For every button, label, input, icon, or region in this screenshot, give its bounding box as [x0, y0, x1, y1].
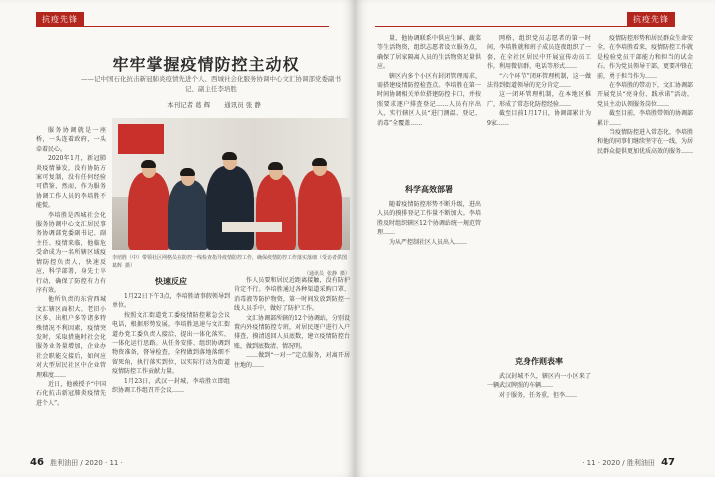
paragraph: 截至目前，李培胜带领的协调部累计……: [597, 110, 693, 127]
magazine-name: · 11 · 2020 / 胜利油田: [582, 459, 655, 467]
paragraph: 近日，他被授予“中国石化抗击新冠肺炎疫情先进个人”。: [36, 380, 106, 407]
paragraph: ……做到“一对一”定点服务，对离开居住地的……: [234, 352, 350, 369]
paragraph: 服务协调就是一座桥，一头连着政府，一头牵着民心。: [36, 127, 106, 153]
article-subtitle: ——记中国石化抗击新冠肺炎疫情先进个人、西城社会化服务协调中心文汇协调部党委副书记、副主任李培胜: [81, 75, 341, 93]
column-2b: [487, 372, 591, 450]
paragraph: 1月22日下午3点，李培胜请事假领导到单位。: [112, 293, 230, 310]
photo-person: [206, 166, 254, 250]
column-2: [487, 34, 591, 352]
article-photo: [112, 118, 350, 250]
paragraph: 截至目前1月17日，协调部累计为9家……: [487, 110, 591, 127]
column-1: [377, 34, 481, 180]
paragraph: 作人员要和居民近距离接触，没有防护肯定不行。李培胜通过各种渠道采购口罩、消毒液等防护物资，第一时间发放到防控一线人员手中，做好了防护工作。: [234, 277, 350, 313]
page-number: 47: [661, 457, 675, 468]
right-column: [234, 276, 350, 448]
header-rule: [375, 26, 675, 27]
paragraph: 文汇协调部所辖的12个协调站，分别设置内外疫情防控专班，对居民逐户进行入户排查，摸清返回人员底数，建立疫情防控台账，做到底数清、情况明。: [234, 314, 350, 350]
paragraph: 按照文汇街道党工委疫情防控紧急会议电话，根据形势发展，李培胜迅速与文汇街道办党工委负责人接洽，提出一体化落实，一体化运行思路。从任务安排、组织协调到物资准备，督导检查，全程做到落地落细不留死角，执行落实到位，以实际行动为街道疫情防控工作贡献力量。: [112, 311, 230, 376]
paragraph: 辖区内多个小区有封闭管理需求，需搭建疫情防控检查点。李培胜在第一时间协调相关单位搭建防控卡口，并按照要求逐户排查登记……人员有序出入，实行辖区人员“进门测温、登记、消毒”全覆盖……: [377, 72, 481, 127]
paragraph: 1月23日，武汉一封城，李培胜立即组织协调工作组召开会议……: [112, 377, 230, 395]
page-number: 46: [30, 457, 44, 468]
photo-caption: [112, 254, 350, 278]
section-tag: 抗疫先锋: [36, 12, 84, 27]
paragraph: 为从严控制社区人员出入……: [389, 238, 468, 246]
header-rule: [36, 26, 329, 27]
paragraph: 在李培胜的带动下，文汇协调部开展党员“亮身份、践承诺”活动，党员主动认领服务岗位……: [597, 82, 693, 108]
paragraph: 2020年1月，新冠肺炎疫情暴发，没有协防方案可复制，没有任何经验可借鉴，然而，作为服务协调工作人员的李培胜不能慌。: [36, 155, 106, 210]
paragraph: 武汉封城不久，辖区内一小区来了一辆武汉牌照的车辆……: [487, 373, 591, 390]
section-heading: 快速反应: [155, 277, 187, 286]
left-page: [0, 0, 355, 477]
column-3: [597, 34, 693, 450]
photo-caption-text: 李培胜（中）带领社区网格员在防控一线检查指导疫情防控工作，确保疫情防控工作落实落细（受访者供图 葛辉 摄）: [112, 255, 348, 269]
right-page: [355, 0, 715, 477]
photo-credit: （通讯员 张静 摄）: [303, 271, 350, 277]
photo-person: [128, 172, 170, 250]
paragraph: “六个环节”闭环管理机制，这一做法得到街道领导的充分肯定……: [487, 72, 591, 90]
left-footer: [30, 457, 123, 468]
paragraph: 当疫情防控进入常态化，李培胜和他的同事们继续坚守在一线，为居民群众提供更加优质高效的服务……: [597, 129, 693, 155]
paragraph: 网格，组织党员志愿者的第一时间，李培胜就和班子成员连夜组织了一套，在全社区居民中开展宣传动员工作，利用微信群、电话等形式……: [487, 35, 591, 71]
byline: [94, 100, 334, 109]
intro-column: [36, 126, 106, 448]
middle-column: [112, 292, 230, 448]
document-sheet: [222, 222, 282, 232]
photo-person: [298, 170, 342, 250]
paragraph: 量，他协调联系中供应生鲜、蔬菜等生活物资，组织志愿者设立服务点，确保了居家隔离人员的生活物资足量供应。: [377, 35, 481, 71]
article-title: 牢牢掌握疫情防控主动权: [112, 55, 300, 74]
photo-person: [168, 180, 208, 250]
section-heading: 科学高效部署: [405, 185, 453, 194]
right-footer: [582, 457, 675, 468]
section-heading: 克身作则表率: [515, 357, 563, 366]
section-tag: 抗疫先锋: [627, 12, 675, 27]
paragraph: 他所负责的东营西城文汇辖区面积大、老旧小区多、出租户多等诸多特殊情况不利因素，疫情突发时，采取措施时社会化服务业务量增加，企业办社会职能交接后，如何应对大型居民社区中企业管理难度……: [36, 296, 106, 379]
red-banner: [118, 124, 164, 154]
paragraph: 李培胜是西城社会化服务协调中心文汇居民事务协调部党委副书记、副主任、疫情来临，他临危受命成为一名所辖区域疫情防控负责人，快速反应，科学部署，身先士卒行动，确保了防控有力有序有效。: [36, 211, 106, 294]
paragraph: 疫情防控形势和居民群众生命安全，在李培胜看来，疫情防控工作就是检验党员干部能力和担当的试金石。作为党员领导干部，更要冲锋在前，勇于担当作为……: [597, 35, 693, 80]
byline-reporter: 本刊记者 葛 辉: [167, 101, 211, 109]
paragraph: 随着疫情防控形势不断升级，进出人员的摸排登记工作量不断加大。李培胜及时组织辖区12个协调站统一规范管理……: [377, 201, 481, 237]
magazine-name: 胜利油田 / 2020 · 11 ·: [50, 459, 123, 467]
paragraph: 对于服务，任务重，但李……: [499, 391, 578, 399]
column-1b: [377, 200, 481, 450]
byline-correspondent: 通讯员 张 静: [224, 101, 261, 109]
photo-person: [256, 174, 296, 250]
paragraph: 这一闭环管理机制，在本地区推广，形成了常态化防控经验……: [487, 91, 591, 108]
